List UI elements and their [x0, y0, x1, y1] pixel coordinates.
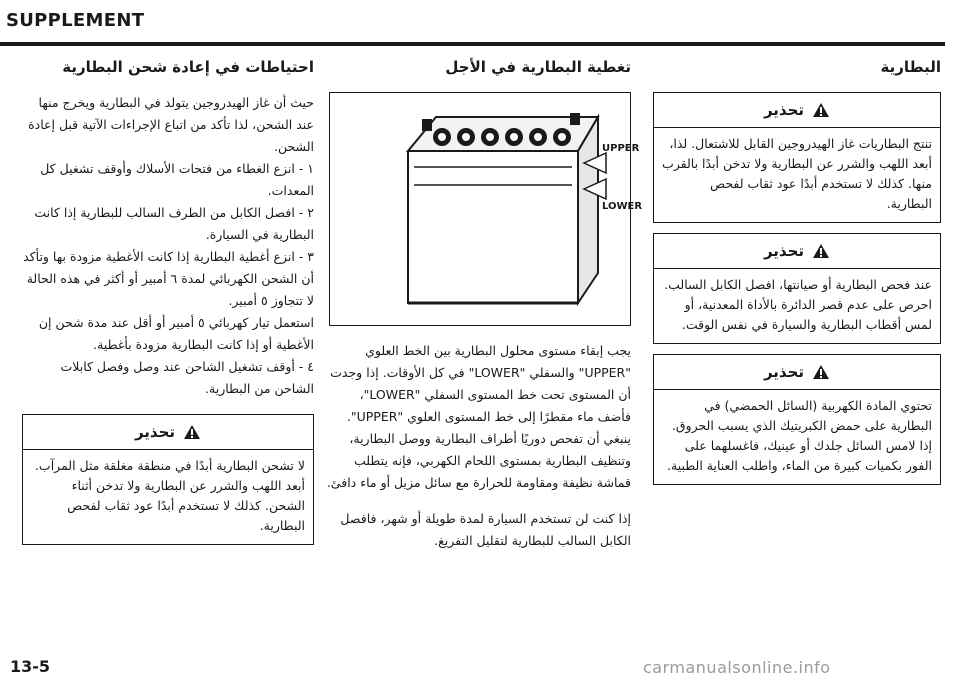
warning-header	[654, 355, 940, 390]
upper-level-label: UPPER	[602, 143, 640, 154]
watermark: carmanualsonline.info	[643, 658, 831, 677]
warning-box-2	[653, 233, 941, 344]
warning-title: تحذير	[763, 242, 805, 260]
recharge-intro: حيث أن غاز الهيدروجين يتولد في البطارية ويخرج منها عند الشحن، لذا تأكد من اتباع الإجراءات الآتية قبل إعادة الشحن.	[28, 95, 314, 154]
recharge-column	[22, 58, 314, 555]
warning-header	[654, 93, 940, 128]
warning-title: تحذير	[763, 363, 805, 381]
section-header: SUPPLEMENT	[6, 10, 145, 31]
warning-box-3	[653, 354, 941, 485]
warning-text: عند فحص البطارية أو صيانتها، افصل الكابل السالب. احرص على عدم قصر الدائرة بالأداة المعدنية، أو لمس أقطاب البطارية والسيارة في نفس الوقت.	[664, 277, 932, 332]
battery-title: البطارية	[880, 58, 941, 76]
warning-text: تنتج البطاريات غاز الهيدروجين القابل للاشتعال. لذا، أبعد اللهب والشرر عن البطارية ولا تدخن أبدًا بالقرب منها. كذلك لا تستخدم أبدًا عود ثقاب لفحص البطارية.	[661, 136, 932, 211]
recharge-step: ٢ - افصل الكابل من الطرف السالب للبطارية إذا كانت البطارية في السيارة.	[34, 205, 314, 242]
recharge-step: ١ - انزع الغطاء من فتحات الأسلاك وأوقف تشغيل كل المعدات.	[40, 161, 314, 198]
recharge-warning-box	[22, 414, 314, 545]
page-number: 13-5	[10, 657, 51, 676]
storage-paragraph: إذا كنت لن تستخدم السيارة لمدة طويلة أو شهر، فافصل الكابل السالب للبطارية لتقليل التفريغ.	[340, 511, 631, 548]
recharge-title: احتياطات في إعادة شحن البطارية	[62, 58, 314, 76]
battery-column	[651, 58, 941, 495]
warning-triangle-icon	[812, 243, 830, 259]
lower-level-label: LOWER	[602, 201, 643, 212]
battery-illustration	[329, 92, 643, 326]
warning-triangle-icon	[183, 424, 201, 440]
battery-cover-title: تغطية البطارية في الأجل	[445, 58, 631, 76]
warning-text: لا تشحن البطارية أبدًا في منطقة مغلقة مثل المرآب. أبعد اللهب والشرر عن البطارية ولا تدخن أثناء الشحن. كذلك لا تستخدم أبدًا عود ثقاب لفحص البطارية.	[34, 458, 305, 533]
warning-triangle-icon	[812, 102, 830, 118]
warning-triangle-icon	[812, 364, 830, 380]
warning-title: تحذير	[134, 423, 176, 441]
warning-box-1	[653, 92, 941, 223]
warning-text: تحتوي المادة الكهربية (السائل الحمضي) في البطارية على حمض الكبريتيك الذي يسبب الحروق. إذا لامس السائل جلدك أو عينيك، فاغسلهما على الفور بكميات كبيرة من الماء، واطلب العناية الطبية.	[667, 398, 932, 473]
warning-header	[654, 234, 940, 269]
header-rule	[0, 42, 945, 46]
recharge-step: ٤ - أوقف تشغيل الشاحن عند وصل وفصل كابلات الشاحن من البطارية.	[60, 359, 314, 396]
warning-title: تحذير	[763, 101, 805, 119]
battery-drawing	[330, 93, 630, 325]
recharge-step: استعمل تيار كهربائي ٥ أمبير أو أقل عند مدة شحن إن الأغطية أو إذا كانت البطارية مزودة بأغطية.	[38, 315, 314, 352]
warning-header	[23, 415, 313, 450]
level-paragraph: يجب إبقاء مستوى محلول البطارية بين الخط العلوي "UPPER" والسفلي "LOWER" في كل الأوقات. إذا وجدت أن المستوى تحت خط المستوى السفلي "LOWER"، فأضف ماء مقطرًا إلى خط المستوى العلوي "UPPER". ينبغي أن تفحص دوريًا أطراف البطارية ووصل البطارية، وتنظيف البطارية بمستوى اللحام الكهربي، فإنه يتطلب قماشة نظيفة ومقاومة للحرارة مع سائل مزيل أو ماء دافئ.	[326, 343, 631, 490]
battery-cover-column	[325, 58, 643, 552]
recharge-step: ٣ - انزع أغطية البطارية إذا كانت الأغطية مزودة بها وتأكد أن الشحن الكهربائي لمدة ٦ أمبير أو أكثر في هذه الحالة لا تتجاوز ٥ أمبير.	[23, 249, 314, 308]
